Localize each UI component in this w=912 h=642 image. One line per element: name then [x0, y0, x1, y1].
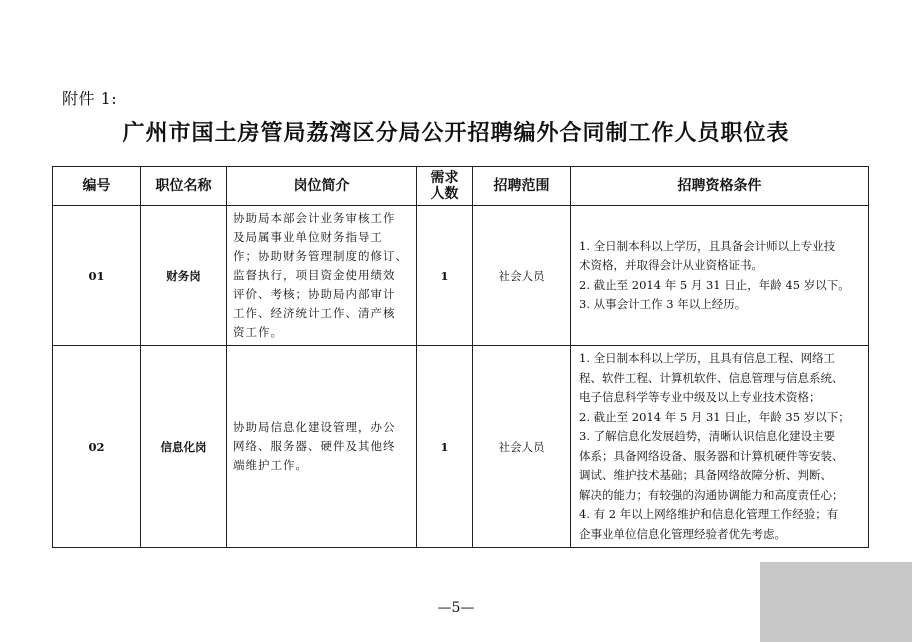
requirement-line: 调试、维护技术基础；具备网络故障分析、判断、 — [579, 468, 832, 482]
requirement-line: 2. 截止至 2014 年 5 月 31 日止，年龄 35 岁以下； — [579, 409, 850, 424]
requirement-line: 企事业单位信息化管理经验者优先考虑。 — [579, 526, 786, 541]
requirement-line: 3. 从事会计工作 3 年以上经历。 — [579, 297, 747, 311]
document-title: 广州市国土房管局荔湾区分局公开招聘编外合同制工作人员职位表 — [122, 121, 790, 146]
requirement-line: 术资格，并取得会计从业资格证书。 — [579, 258, 763, 272]
row-position: 财务岗 — [141, 206, 227, 346]
header-position: 职位名称 — [141, 167, 227, 206]
intro-line: 协助局信息化建设管理，办公 — [233, 420, 396, 434]
header-count-line2: 人数 — [430, 186, 459, 202]
requirement-line: 解决的能力；有较强的沟通协调能力和高度责任心； — [579, 487, 844, 502]
intro-line: 及局属事业单位财务指导工 — [233, 230, 383, 244]
intro-line: 端维护工作。 — [233, 458, 308, 472]
table-row — [53, 206, 869, 346]
row-requirements — [571, 346, 869, 548]
requirement-line: 3. 了解信息化发展趋势，清晰认识信息化建设主要 — [579, 429, 836, 443]
intro-line: 工作、经济统计工作、清产核 — [233, 306, 396, 320]
intro-line: 网络、服务器、硬件及其他终 — [233, 439, 396, 453]
table-row — [53, 346, 869, 548]
row-count: 1 — [417, 346, 473, 548]
intro-line: 评价、考核；协助局内部审计 — [233, 287, 396, 301]
header-scope: 招聘范围 — [473, 167, 571, 206]
row-requirements — [571, 206, 869, 346]
row-count: 1 — [417, 206, 473, 346]
page-number: —5— — [437, 600, 475, 616]
row-position: 信息化岗 — [141, 346, 227, 548]
requirement-line: 1. 全日制本科以上学历，且具备会计师以上专业技 — [579, 238, 836, 253]
requirement-line: 4. 有 2 年以上网络维护和信息化管理工作经验；有 — [579, 507, 839, 521]
table-header-row — [53, 167, 869, 206]
requirement-line: 电子信息科学等专业中级及以上专业技术资格； — [579, 390, 821, 404]
row-scope: 社会人员 — [473, 346, 571, 548]
requirement-line: 体系；具备网络设备、服务器和计算机硬件等安装、 — [579, 448, 844, 463]
intro-line: 协助局本部会计业务审核工作 — [233, 211, 396, 225]
row-scope: 社会人员 — [473, 206, 571, 346]
requirement-line: 程、软件工程、计算机软件、信息管理与信息系统、 — [579, 370, 844, 385]
attachment-label: 附件 1: — [62, 89, 118, 108]
positions-table — [52, 166, 869, 548]
header-count — [417, 167, 473, 206]
intro-line: 资工作。 — [233, 325, 283, 339]
row-intro — [227, 346, 417, 548]
intro-line: 作；协助财务管理制度的修订、 — [233, 249, 408, 263]
header-intro: 岗位简介 — [227, 167, 417, 206]
header-number: 编号 — [53, 167, 141, 206]
row-number: 01 — [53, 206, 141, 346]
requirement-line: 2. 截止至 2014 年 5 月 31 日止，年龄 45 岁以下。 — [579, 277, 850, 292]
requirement-line: 1. 全日制本科以上学历，且具有信息工程、网络工 — [579, 351, 836, 365]
intro-line: 监督执行，项目资金使用绩效 — [233, 268, 396, 282]
header-count-line1: 需求 — [430, 170, 459, 186]
row-number: 02 — [53, 346, 141, 548]
row-intro — [227, 206, 417, 346]
header-requirements: 招聘资格条件 — [571, 167, 869, 206]
